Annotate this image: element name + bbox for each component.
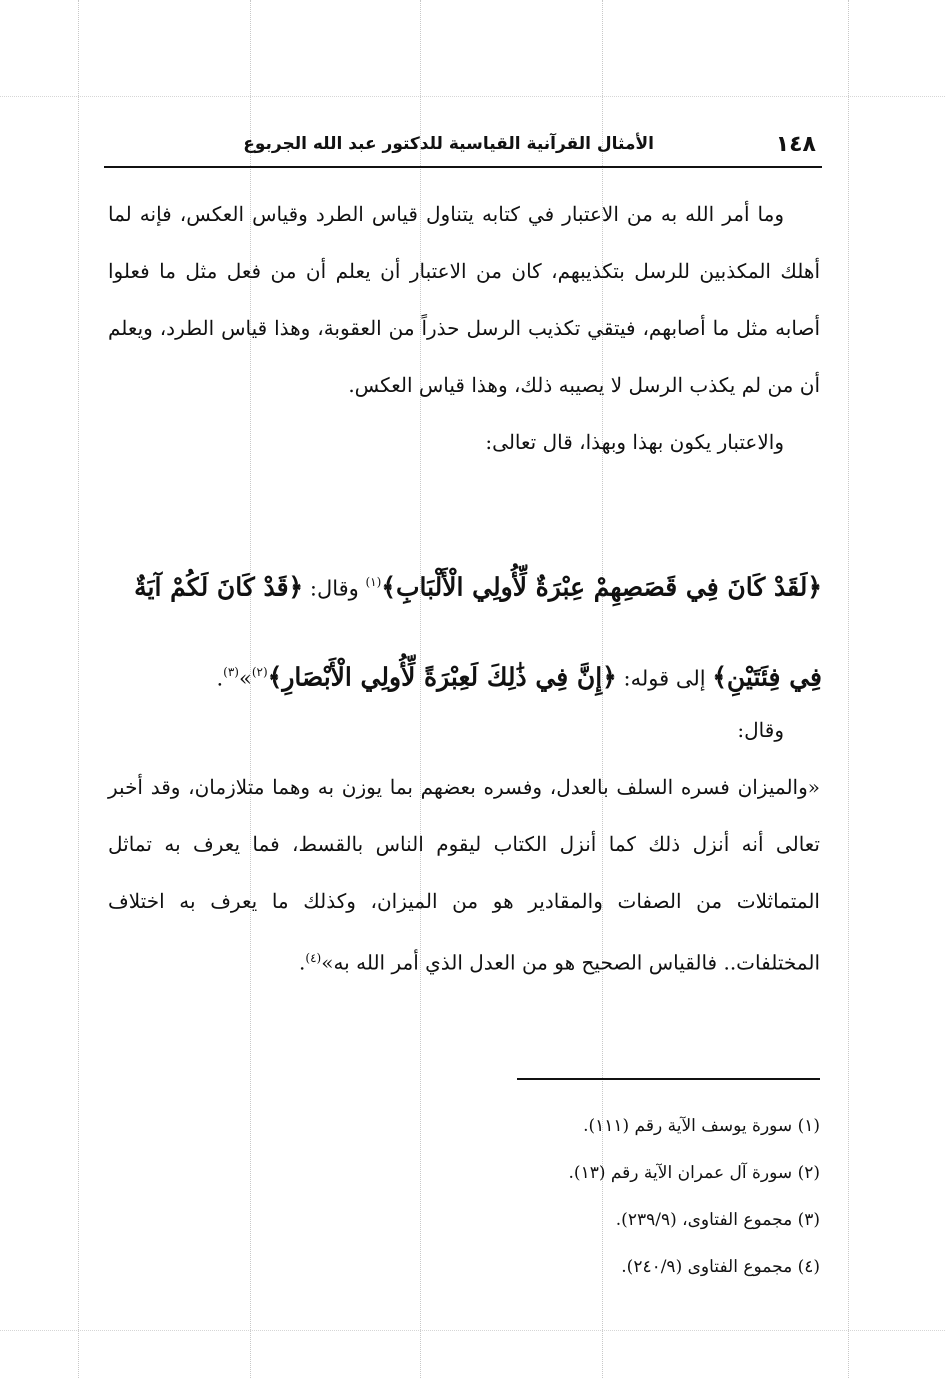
paragraph	[108, 414, 820, 471]
quran-verse: ﴿قَدْ كَانَ لَكُمْ آيَةٌ فِي فِئَتَيْنِ﴾	[134, 572, 822, 692]
paragraph-text: والاعتبار يكون بهذا وبهذا، قال تعالى:	[485, 430, 784, 454]
running-header	[104, 124, 822, 168]
verse-block	[104, 540, 822, 721]
paragraph	[108, 186, 820, 414]
main-text-top	[108, 186, 820, 471]
paragraph	[108, 702, 820, 759]
paragraph-text: وما أمر الله به من الاعتبار في كتابه يتناول قياس الطرد وقياس العكس، فإنه لما أهلك المكذبين للرسل بتكذيبهم، كان من الاعتبار أن يعلم أن من فعل مثل ما فعلوا أصابه مثل ما أصابهم، فيتقي تكذيب الرسل حذراً من العقوبة، وهذا قياس الطرد، ويعلم أن من لم يكذب الرسل لا يصيبه ذلك، وهذا قياس العكس.	[108, 202, 820, 397]
footnote: (٢) سورة آل عمران الآية رقم (١٣).	[568, 1163, 820, 1183]
footnote: (٣) مجموع الفتاوى، (٢٣٩/٩).	[615, 1210, 820, 1230]
scan-guide-line	[0, 1330, 945, 1331]
footnote-ref: (٢)	[251, 665, 268, 680]
footnote-ref: (٣)	[223, 665, 239, 680]
quran-verse: ﴿لَقَدْ كَانَ فِي قَصَصِهِمْ عِبْرَةٌ لِّأُولِي الْأَلْبَابِ﴾	[381, 572, 822, 602]
scan-guide-line	[0, 96, 945, 97]
quotation-paragraph	[108, 759, 820, 992]
paragraph-text: وقال:	[737, 718, 784, 742]
end-dot: .	[216, 666, 224, 691]
quran-verse: ﴿إِنَّ فِي ذَٰلِكَ لَعِبْرَةً لِّأُولِي الْأَبْصَارِ﴾	[267, 662, 617, 692]
footnote-rule	[517, 1078, 820, 1080]
main-text-bottom	[108, 702, 820, 992]
running-title: الأمثال القرآنية القياسية للدكتور عبد الله الجربوع	[243, 134, 654, 154]
footnote: (١) سورة يوسف الآية رقم (١١١).	[583, 1116, 820, 1136]
footnote-ref: (٤)	[305, 951, 322, 965]
footnotes	[400, 1103, 820, 1291]
connector-text: وقال:	[303, 576, 366, 601]
quotation-text: «والميزان فسره السلف بالعدل، وفسره بعضهم بما يوزن به وهما متلازمان، وقد أخبر تعالى أنه أنزل ذلك كما أنزل الكتاب ليقوم الناس بالقسط، فما يعرف به تماثل المتماثلات من الصفات والمقادير هو من الميزان، وكذلك ما يعرف به اختلاف المختلفات.. فالقياس الصحيح هو من العدل الذي أمر الله به»	[108, 775, 820, 975]
close-quote: »	[238, 666, 252, 691]
header-rule	[104, 166, 822, 168]
page-number: ١٤٨	[775, 132, 816, 157]
footnote-ref: (١)	[365, 575, 382, 589]
scan-guide-line	[78, 0, 79, 1378]
connector-text: إلى قوله:	[616, 666, 713, 691]
end-dot: .	[299, 950, 306, 975]
scan-guide-line	[848, 0, 849, 1378]
footnote: (٤) مجموع الفتاوى (٢٤٠/٩).	[621, 1257, 820, 1277]
